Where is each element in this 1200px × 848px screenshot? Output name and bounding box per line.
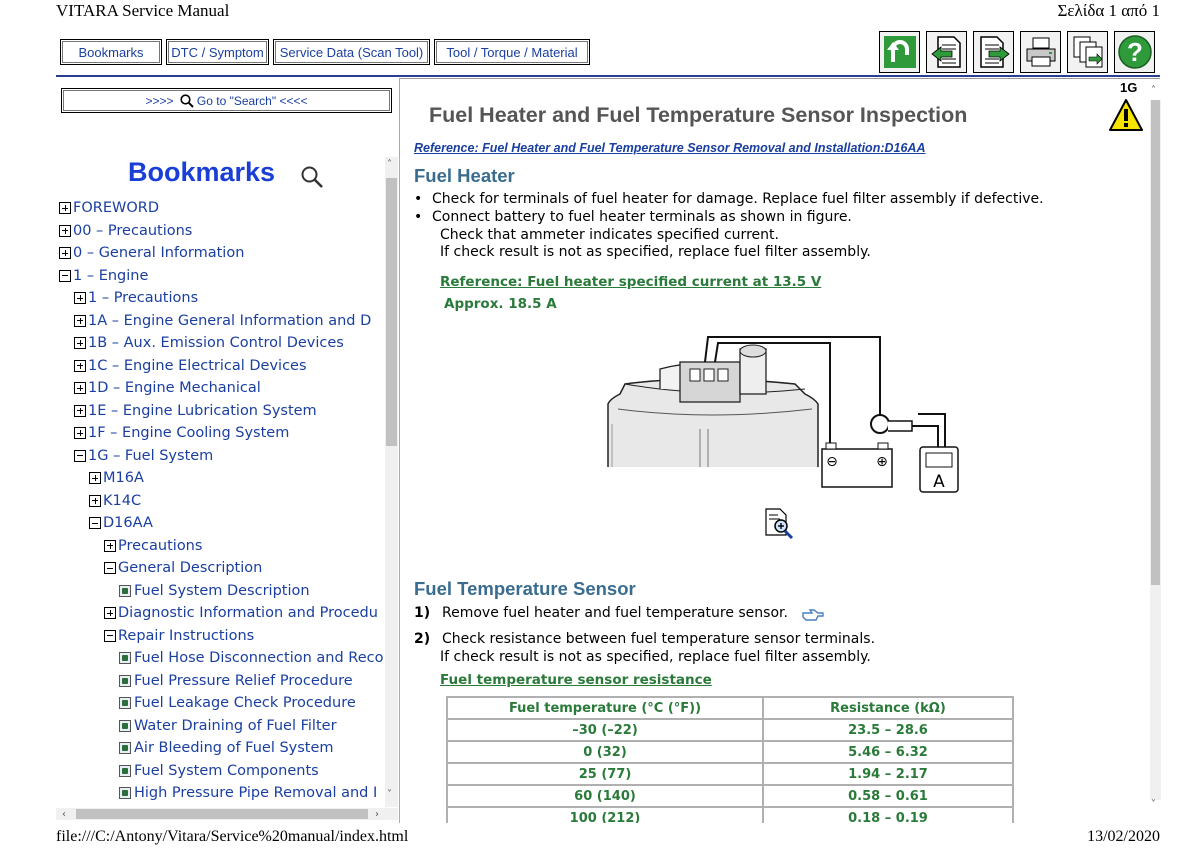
copy-button[interactable] [1067,31,1108,73]
bookmark-item-label: D16AA [103,515,153,531]
step-2-number: 2) [414,631,431,647]
fuel-heater-line-3: Check that ammeter indicates specified current. [440,227,779,243]
document-icon[interactable] [119,652,131,664]
bookmark-item-label: 1 – Precautions [88,290,199,306]
spec-reference-link[interactable]: Reference: Fuel heater specified current at 13.5 V [440,274,822,290]
bookmark-item[interactable] [119,715,337,737]
step-2-subtext: If check result is not as specified, replace fuel filter assembly. [440,649,871,665]
bookmark-item-label: 0 – General Information [73,245,245,261]
bookmark-item[interactable] [74,400,317,422]
bookmarks-horizontal-scroll-thumb[interactable] [76,809,368,819]
bookmark-item-label: 1G – Fuel System [88,447,214,464]
collapse-icon[interactable] [74,450,86,462]
bookmark-item[interactable] [119,580,310,602]
bookmark-item-label: 1C – Engine Electrical Devices [88,357,307,374]
table-cell-resistance: 5.46 – 6.32 [763,741,1013,763]
expand-icon[interactable] [74,427,86,439]
table-cell-temperature: 0 (32) [447,741,763,763]
expand-icon[interactable] [74,337,86,349]
expand-icon[interactable] [89,472,101,484]
bookmark-item[interactable] [59,220,192,242]
document-icon[interactable] [119,720,131,732]
bookmark-item-label: High Pressure Pipe Removal and I [134,785,378,801]
tab-dtc-symptom[interactable]: DTC / Symptom [166,39,269,65]
expand-icon[interactable] [104,607,116,619]
content-scroll-up-arrow-icon[interactable]: ˄ [1151,85,1156,96]
expand-icon[interactable] [74,405,86,417]
bookmark-item-label: 1F – Engine Cooling System [88,425,290,441]
bookmark-item-label: Fuel System Description [134,582,310,599]
bookmark-item[interactable] [119,692,356,714]
table-header-row [447,697,1013,719]
prev-page-button[interactable] [926,31,967,73]
warning-icon [1108,98,1144,132]
bookmark-item-label: 1A – Engine General Information and D [88,312,372,329]
document-icon[interactable] [119,697,131,709]
content-vertical-scroll-thumb[interactable] [1151,100,1160,585]
bookmarks-search-icon[interactable] [300,165,324,189]
search-icon [180,94,194,108]
battery-plus-label: ⊕ [876,454,888,470]
expand-icon[interactable] [74,360,86,372]
bookmark-item-label: Repair Instructions [118,627,255,644]
bookmark-item-label: Fuel Hose Disconnection and Reco [134,650,384,666]
table-cell-temperature: 100 (212) [447,807,763,823]
bookmark-item[interactable] [104,535,202,557]
fuel-heater-heading: Fuel Heater [414,165,515,186]
bookmark-item-label: Fuel Leakage Check Procedure [134,695,356,711]
back-button[interactable] [879,31,920,73]
document-icon[interactable] [119,675,131,687]
expand-icon[interactable] [59,247,71,259]
fuel-temp-sensor-heading: Fuel Temperature Sensor [414,578,636,599]
next-page-button[interactable] [973,31,1014,73]
bookmark-item[interactable] [89,512,153,534]
svg-text:?: ? [1126,37,1143,67]
collapse-icon[interactable] [104,562,116,574]
expand-icon[interactable] [104,540,116,552]
ammeter-label: A [933,472,945,492]
table-row [447,785,1013,807]
bookmark-item-label: Fuel Pressure Relief Procedure [134,672,353,689]
bookmarks-vertical-scroll-thumb[interactable] [386,178,397,446]
scroll-up-arrow-icon[interactable]: ˄ [387,159,392,170]
bookmark-item[interactable] [104,557,262,579]
bookmark-item-label: 00 – Precautions [73,222,193,239]
table-row [447,807,1013,823]
scroll-left-arrow-icon[interactable]: ‹ [62,809,66,820]
bookmark-item[interactable] [74,310,371,332]
bookmark-item[interactable] [59,265,148,287]
fuel-heater-test-figure [600,329,970,499]
table-cell-resistance: 23.5 – 28.6 [763,719,1013,741]
content-pane [400,79,1150,823]
bookmark-item[interactable] [89,490,141,512]
table-cell-temperature: 60 (140) [447,785,763,807]
bookmark-item[interactable] [59,197,159,219]
search-label-prefix: >>>> [145,93,177,108]
fuel-heater-bullet-2: Connect battery to fuel heater terminals as shown in figure. [432,209,852,225]
expand-icon[interactable] [59,202,71,214]
reference-link[interactable]: Reference: Fuel Heater and Fuel Temperature Sensor Removal and Installation:D16AA [414,141,926,155]
table-cell-resistance: 0.58 – 0.61 [763,785,1013,807]
table-header-resistance: Resistance (kΩ) [763,697,1013,719]
bookmark-item-label: 1E – Engine Lubrication System [88,402,317,419]
table-row [447,763,1013,785]
print-header-title: VITARA Service Manual [56,1,230,20]
bookmark-item-label: M16A [103,470,144,486]
document-icon[interactable] [119,742,131,754]
bookmark-item-label: K14C [103,492,142,509]
bookmark-item[interactable] [119,737,334,759]
bookmark-item[interactable] [119,647,383,669]
top-divider [56,75,1160,77]
bookmark-item-label: 1B – Aux. Emission Control Devices [88,335,344,351]
bookmark-item[interactable] [74,445,213,467]
table-header-temperature: Fuel temperature (°C (°F)) [447,697,763,719]
tab-tool-torque[interactable]: Tool / Torque / Material [434,39,590,65]
bullet-dot: • [414,209,423,225]
bookmark-item-label: FOREWORD [73,200,159,216]
document-icon[interactable] [119,585,131,597]
tab-bookmarks[interactable]: Bookmarks [60,39,162,65]
bookmark-item[interactable] [119,760,319,782]
document-icon[interactable] [119,765,131,777]
bookmark-item[interactable] [74,377,261,399]
table-row [447,719,1013,741]
collapse-icon[interactable] [89,517,101,529]
section-code-badge: 1G [1120,80,1138,95]
resistance-table [446,696,1014,823]
bookmark-item[interactable] [74,422,289,444]
bookmark-item-label: General Description [118,560,263,576]
bookmark-item[interactable] [119,670,353,692]
bookmark-item[interactable] [104,602,378,624]
bookmark-item[interactable] [59,242,244,264]
print-icon [1024,35,1058,69]
page-title: Fuel Heater and Fuel Temperature Sensor Inspection [429,103,968,127]
bookmark-item[interactable] [119,782,377,804]
bookmark-item-label: Fuel System Components [134,762,319,779]
expand-icon[interactable] [59,225,71,237]
bookmark-item[interactable] [104,625,254,647]
print-footer-url: file:///C:/Antony/Vitara/Service%20manual/index.html [56,828,409,845]
print-button[interactable] [1020,31,1061,73]
collapse-icon[interactable] [59,270,71,282]
step-1-number: 1) [414,605,431,621]
fuel-heater-bullet-1: Check for terminals of fuel heater for damage. Replace fuel filter assembly if defective. [432,191,1044,207]
help-icon [1117,34,1153,70]
bookmark-item[interactable] [74,332,344,354]
bookmarks-pane [56,79,398,823]
zoom-figure-icon[interactable] [764,507,794,539]
table-cell-resistance: 1.94 – 2.17 [763,763,1013,785]
table-cell-temperature: –30 (–22) [447,719,763,741]
bookmark-item-label: 1 – Engine [73,267,149,284]
pointing-hand-icon[interactable] [802,608,824,622]
tab-service-data[interactable]: Service Data (Scan Tool) [273,39,430,65]
scroll-right-arrow-icon[interactable]: › [375,809,379,820]
prev-page-icon [930,35,964,69]
expand-icon[interactable] [74,315,86,327]
collapse-icon[interactable] [104,630,116,642]
print-footer-date: 13/02/2020 [1087,828,1160,845]
step-2-text: Check resistance between fuel temperature sensor terminals. [442,631,876,647]
bookmark-item[interactable] [74,287,198,309]
table-row [447,741,1013,763]
go-to-search-button[interactable] [61,88,392,113]
bookmark-item-label: Diagnostic Information and Procedu [118,605,378,621]
scroll-down-arrow-icon[interactable]: ˅ [387,789,392,800]
sensor-resistance-link[interactable]: Fuel temperature sensor resistance [440,672,712,688]
table-cell-temperature: 25 (77) [447,763,763,785]
expand-icon[interactable] [74,382,86,394]
next-page-icon [977,35,1011,69]
bookmark-item[interactable] [74,355,307,377]
table-cell-resistance: 0.18 – 0.19 [763,807,1013,823]
bookmarks-heading: Bookmarks [128,157,276,187]
step-1-text: Remove fuel heater and fuel temperature sensor. [442,605,788,621]
bookmark-item-label: 1D – Engine Mechanical [88,380,261,396]
battery-minus-label: ⊖ [826,454,838,470]
bullet-dot: • [414,191,423,207]
bookmark-item-label: Water Draining of Fuel Filter [134,717,337,734]
spec-value: Approx. 18.5 A [444,296,557,312]
copy-icon [1071,35,1105,69]
expand-icon[interactable] [74,292,86,304]
search-label-text: Go to "Search" <<<< [196,93,308,108]
document-icon[interactable] [119,787,131,799]
bookmark-item[interactable] [89,467,144,489]
help-button[interactable] [1114,31,1155,73]
back-icon [883,35,917,69]
bookmark-item-label: Precautions [118,537,203,554]
bookmark-item-label: Air Bleeding of Fuel System [134,740,334,756]
fuel-heater-line-4: If check result is not as specified, replace fuel filter assembly. [440,244,871,260]
content-scroll-down-arrow-icon[interactable]: ˅ [1151,799,1156,810]
print-page-number: Σελίδα 1 από 1 [1057,1,1160,20]
expand-icon[interactable] [89,495,101,507]
